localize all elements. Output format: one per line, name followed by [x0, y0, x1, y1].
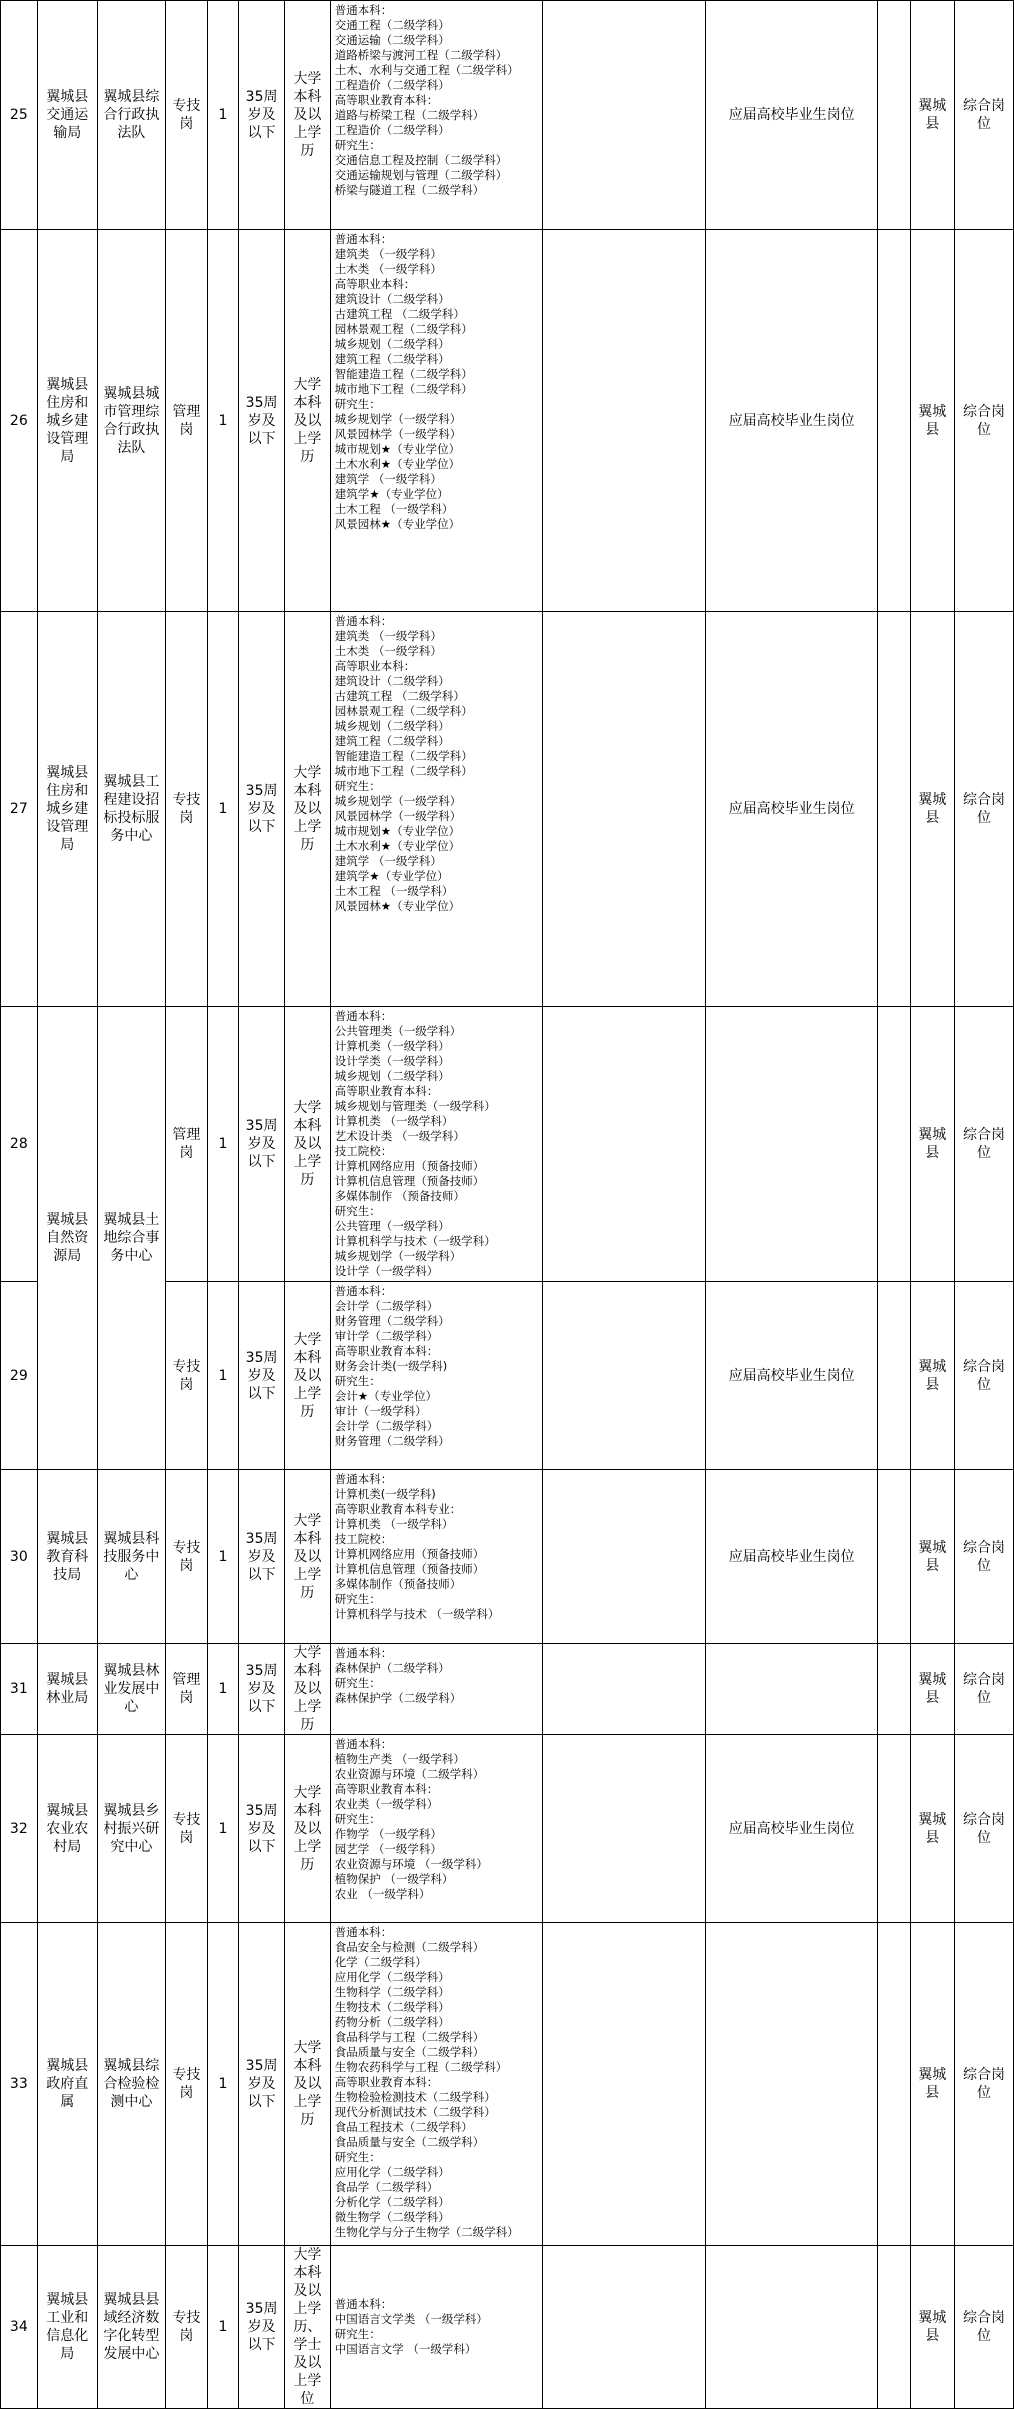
department: 翼城县住房和城乡建设管理局: [37, 612, 97, 1007]
unit-name: 翼城县综合行政执法队: [97, 1, 165, 230]
education-requirement: 大学本科及以上学历: [284, 1282, 330, 1470]
table-row: [1, 230, 1014, 612]
unit-name: 翼城县县域经济数字化转型发展中心: [97, 2246, 165, 2409]
blank-cell: [877, 230, 910, 612]
table-row: [1, 1, 1014, 230]
post-type: 专技岗: [165, 612, 207, 1007]
exam-area: 翼城县: [910, 1735, 954, 1923]
other-requirement: [542, 1644, 706, 1735]
row-number: 27: [1, 612, 38, 1007]
major-requirement: 普通本科： 会计学（二级学科） 财务管理（二级学科） 审计学（二级学科） 高等职业教育本科： 财务会计类(一级学科) 研究生： 会计★（专业学位） 审计（一级学科） 会计学（二级学科） 财务管理（二级学科）: [330, 1282, 542, 1470]
row-number: 26: [1, 230, 38, 612]
department: 翼城县住房和城乡建设管理局: [37, 230, 97, 612]
post-type: 专技岗: [165, 1, 207, 230]
post-type: 专技岗: [165, 1282, 207, 1470]
education-requirement: 大学本科及以上学历: [284, 1923, 330, 2246]
unit-name: 翼城县林业发展中心: [97, 1644, 165, 1735]
post-condition: 应届高校毕业生岗位: [706, 1282, 877, 1470]
age-requirement: 35周岁及以下: [239, 1, 285, 230]
exam-area: 翼城县: [910, 1923, 954, 2246]
post-condition: [706, 1007, 877, 1282]
unit-name: 翼城县综合检验检测中心: [97, 1923, 165, 2246]
hire-count: 1: [207, 1282, 238, 1470]
blank-cell: [877, 1007, 910, 1282]
major-requirement: 普通本科： 建筑类 （一级学科） 土木类 （一级学科） 高等职业本科： 建筑设计（二级学科） 古建筑工程 （二级学科） 园林景观工程（二级学科） 城乡规划（二级学科） 建筑工程（二级学科） 智能建造工程（二级学科） 城市地下工程（二级学科） 研究生： 城乡规划学（一级学科） 风景园林学（一级学科） 城市规划★（专业学位） 土木水利★（专业学位） 建筑学 （一级学科） 建筑学★（专业学位） 土木工程 （一级学科） 风景园林★（专业学位）: [330, 230, 542, 612]
age-requirement: 35周岁及以下: [239, 1644, 285, 1735]
major-requirement: 普通本科： 公共管理类（一级学科） 计算机类（一级学科） 设计学类（一级学科） 城乡规划（二级学科） 高等职业教育本科： 城乡规划与管理类（一级学科） 计算机类 （一级学科） 艺术设计类 （一级学科） 技工院校： 计算机网络应用（预备技师） 计算机信息管理（预备技师） 多媒体制作 （预备技师） 研究生： 公共管理（一级学科） 计算机科学与技术（一级学科） 城乡规划学（一级学科） 设计学（一级学科）: [330, 1007, 542, 1282]
department: 翼城县政府直属: [37, 1923, 97, 2246]
hire-count: 1: [207, 612, 238, 1007]
row-number: 32: [1, 1735, 38, 1923]
age-requirement: 35周岁及以下: [239, 1007, 285, 1282]
other-requirement: [542, 1470, 706, 1644]
post-category: 综合岗位: [955, 1470, 1014, 1644]
post-type: 专技岗: [165, 2246, 207, 2409]
post-type: 管理岗: [165, 230, 207, 612]
department: 翼城县教育科技局: [37, 1470, 97, 1644]
hire-count: 1: [207, 2246, 238, 2409]
education-requirement: 大学本科及以上学历: [284, 1644, 330, 1735]
post-type: 管理岗: [165, 1007, 207, 1282]
post-condition: 应届高校毕业生岗位: [706, 230, 877, 612]
exam-area: 翼城县: [910, 1644, 954, 1735]
post-type: 管理岗: [165, 1644, 207, 1735]
blank-cell: [877, 1282, 910, 1470]
other-requirement: [542, 230, 706, 612]
department: 翼城县农业农村局: [37, 1735, 97, 1923]
row-number: 34: [1, 2246, 38, 2409]
education-requirement: 大学本科及以上学历、学士及以上学位: [284, 2246, 330, 2409]
major-requirement: 普通本科： 计算机类(一级学科) 高等职业教育本科专业： 计算机类 （一级学科） 技工院校： 计算机网络应用（预备技师） 计算机信息管理（预备技师） 多媒体制作（预备技师） 研究生： 计算机科学与技术 （一级学科）: [330, 1470, 542, 1644]
row-number: 29: [1, 1282, 38, 1470]
post-condition: [706, 1923, 877, 2246]
department: 翼城县工业和信息化局: [37, 2246, 97, 2409]
other-requirement: [542, 1007, 706, 1282]
other-requirement: [542, 1282, 706, 1470]
exam-area: 翼城县: [910, 2246, 954, 2409]
table-row: [1, 1007, 1014, 1282]
blank-cell: [877, 1470, 910, 1644]
table-row: [1, 2246, 1014, 2409]
post-category: 综合岗位: [955, 1644, 1014, 1735]
other-requirement: [542, 612, 706, 1007]
other-requirement: [542, 1735, 706, 1923]
post-category: 综合岗位: [955, 1735, 1014, 1923]
blank-cell: [877, 612, 910, 1007]
post-category: 综合岗位: [955, 1923, 1014, 2246]
hire-count: 1: [207, 1470, 238, 1644]
table-row: [1, 1470, 1014, 1644]
other-requirement: [542, 2246, 706, 2409]
exam-area: 翼城县: [910, 1470, 954, 1644]
hire-count: 1: [207, 1644, 238, 1735]
major-requirement: 普通本科： 植物生产类 （一级学科） 农业资源与环境（二级学科） 高等职业教育本科： 农业类（一级学科） 研究生： 作物学 （一级学科） 园艺学 （一级学科） 农业资源与环境 （一级学科） 植物保护 （一级学科） 农业 （一级学科）: [330, 1735, 542, 1923]
hire-count: 1: [207, 1007, 238, 1282]
major-requirement: 普通本科： 森林保护（二级学科） 研究生： 森林保护学（二级学科）: [330, 1644, 542, 1735]
age-requirement: 35周岁及以下: [239, 2246, 285, 2409]
other-requirement: [542, 1, 706, 230]
unit-name: 翼城县工程建设招标投标服务中心: [97, 612, 165, 1007]
post-condition: [706, 1644, 877, 1735]
unit-name: 翼城县科技服务中心: [97, 1470, 165, 1644]
blank-cell: [877, 1, 910, 230]
row-number: 33: [1, 1923, 38, 2246]
table-row: [1, 1644, 1014, 1735]
exam-area: 翼城县: [910, 1, 954, 230]
post-category: 综合岗位: [955, 1007, 1014, 1282]
row-number: 25: [1, 1, 38, 230]
education-requirement: 大学本科及以上学历: [284, 230, 330, 612]
post-category: 综合岗位: [955, 1, 1014, 230]
major-requirement: 普通本科： 交通工程（二级学科） 交通运输（二级学科） 道路桥梁与渡河工程（二级学科） 土木、水利与交通工程（二级学科） 工程造价（二级学科） 高等职业教育本科： 道路与桥梁工程（二级学科） 工程造价（二级学科） 研究生： 交通信息工程及控制（二级学科） 交通运输规划与管理（二级学科） 桥梁与隧道工程（二级学科）: [330, 1, 542, 230]
age-requirement: 35周岁及以下: [239, 1923, 285, 2246]
education-requirement: 大学本科及以上学历: [284, 1470, 330, 1644]
age-requirement: 35周岁及以下: [239, 230, 285, 612]
post-category: 综合岗位: [955, 1282, 1014, 1470]
table-row: [1, 612, 1014, 1007]
major-requirement: 普通本科： 建筑类 （一级学科） 土木类 （一级学科） 高等职业本科： 建筑设计（二级学科） 古建筑工程 （二级学科） 园林景观工程（二级学科） 城乡规划（二级学科） 建筑工程（二级学科） 智能建造工程（二级学科） 城市地下工程（二级学科） 研究生： 城乡规划学（一级学科） 风景园林学（一级学科） 城市规划★（专业学位） 土木水利★（专业学位） 建筑学 （一级学科） 建筑学★（专业学位） 土木工程 （一级学科） 风景园林★（专业学位）: [330, 612, 542, 1007]
department: 翼城县林业局: [37, 1644, 97, 1735]
blank-cell: [877, 1644, 910, 1735]
post-type: 专技岗: [165, 1923, 207, 2246]
blank-cell: [877, 2246, 910, 2409]
age-requirement: 35周岁及以下: [239, 1735, 285, 1923]
department: 翼城县自然资源局: [37, 1007, 97, 1470]
age-requirement: 35周岁及以下: [239, 612, 285, 1007]
post-category: 综合岗位: [955, 2246, 1014, 2409]
hire-count: 1: [207, 1735, 238, 1923]
education-requirement: 大学本科及以上学历: [284, 1, 330, 230]
post-condition: 应届高校毕业生岗位: [706, 1, 877, 230]
hire-count: 1: [207, 1, 238, 230]
post-condition: 应届高校毕业生岗位: [706, 1735, 877, 1923]
post-category: 综合岗位: [955, 612, 1014, 1007]
post-type: 专技岗: [165, 1470, 207, 1644]
post-type: 专技岗: [165, 1735, 207, 1923]
exam-area: 翼城县: [910, 1007, 954, 1282]
department: 翼城县交通运输局: [37, 1, 97, 230]
row-number: 30: [1, 1470, 38, 1644]
age-requirement: 35周岁及以下: [239, 1470, 285, 1644]
exam-area: 翼城县: [910, 230, 954, 612]
unit-name: 翼城县城市管理综合行政执法队: [97, 230, 165, 612]
post-condition: 应届高校毕业生岗位: [706, 612, 877, 1007]
post-condition: 应届高校毕业生岗位: [706, 1470, 877, 1644]
exam-area: 翼城县: [910, 1282, 954, 1470]
age-requirement: 35周岁及以下: [239, 1282, 285, 1470]
unit-name: 翼城县土地综合事务中心: [97, 1007, 165, 1470]
table-row: [1, 1923, 1014, 2246]
post-condition: [706, 2246, 877, 2409]
table-row: [1, 1735, 1014, 1923]
hire-count: 1: [207, 230, 238, 612]
row-number: 28: [1, 1007, 38, 1282]
education-requirement: 大学本科及以上学历: [284, 612, 330, 1007]
row-number: 31: [1, 1644, 38, 1735]
hire-count: 1: [207, 1923, 238, 2246]
blank-cell: [877, 1923, 910, 2246]
education-requirement: 大学本科及以上学历: [284, 1007, 330, 1282]
education-requirement: 大学本科及以上学历: [284, 1735, 330, 1923]
unit-name: 翼城县乡村振兴研究中心: [97, 1735, 165, 1923]
other-requirement: [542, 1923, 706, 2246]
blank-cell: [877, 1735, 910, 1923]
post-category: 综合岗位: [955, 230, 1014, 612]
major-requirement: 普通本科： 中国语言文学类 （一级学科） 研究生： 中国语言文学 （一级学科）: [330, 2246, 542, 2409]
exam-area: 翼城县: [910, 612, 954, 1007]
major-requirement: 普通本科： 食品安全与检测（二级学科） 化学（二级学科） 应用化学（二级学科） 生物科学（二级学科） 生物技术（二级学科） 药物分析（二级学科） 食品科学与工程（二级学科） 食品质量与安全（二级学科） 生物农药科学与工程（二级学科） 高等职业教育本科： 生物检验检测技术（二级学科） 现代分析测试技术（二级学科） 食品工程技术（二级学科） 食品质量与安全（二级学科） 研究生： 应用化学（二级学科） 食品学（二级学科） 分析化学（二级学科） 微生物学（二级学科） 生物化学与分子生物学（二级学科）: [330, 1923, 542, 2246]
